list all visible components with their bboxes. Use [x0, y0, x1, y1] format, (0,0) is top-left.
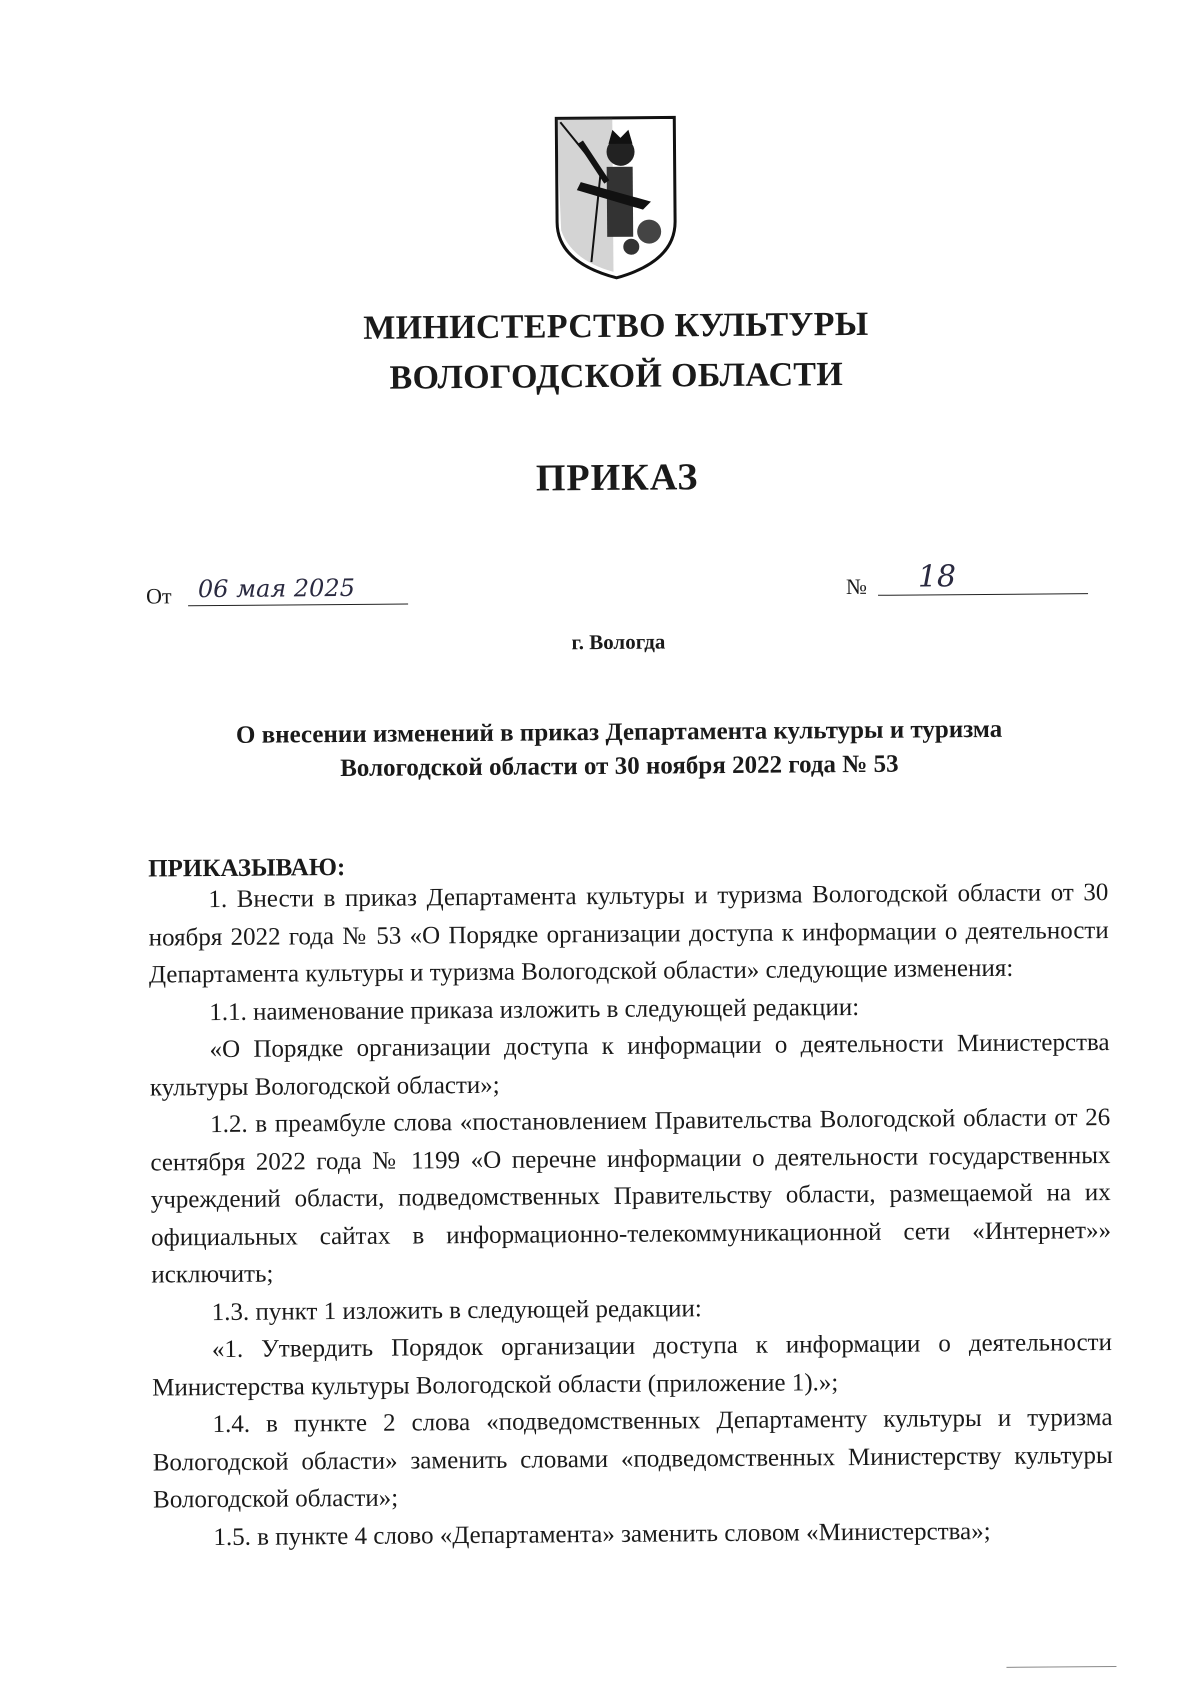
paragraph-1-3-text: «1. Утвердить Порядок организации доступа к информации о деятельности Министерства культуры Вологодской области (приложение 1).»; [152, 1328, 1113, 1402]
paragraph-1-3: 1.3. пункт 1 изложить в следующей редакции: [211, 1294, 702, 1326]
footer-rule [1006, 1666, 1116, 1668]
subject-line1: О внесении изменений в приказ Департамента культуры и туризма [235, 715, 1003, 749]
ministry-name-line1: МИНИСТЕРСТВО КУЛЬТУРЫ [363, 305, 869, 347]
document-body [148, 874, 1113, 1557]
ministry-name-line2: ВОЛОГОДСКОЙ ОБЛАСТИ [389, 356, 844, 397]
coat-of-arms-icon [550, 111, 681, 282]
decree-word: ПРИКАЗЫВАЮ: [148, 854, 346, 883]
number-value: 18 [878, 558, 1088, 596]
document-subject [169, 712, 1070, 787]
date-label: От [145, 583, 172, 609]
number-label: № [845, 573, 868, 600]
paragraph-1-1: 1.1. наименование приказа изложить в следующей редакции: [209, 993, 860, 1026]
paragraph-1-1-text: «О Порядке организации доступа к информации о деятельности Министерства культуры Вологодской области»; [149, 1029, 1110, 1102]
subject-line2: Вологодской области от 30 ноября 2022 года № 53 [340, 750, 899, 783]
document-type-title: ПРИКАЗ [535, 456, 699, 500]
date-value: 06 мая 2025 [188, 574, 408, 607]
city-name: г. Вологда [571, 629, 666, 655]
date-number-row [145, 559, 1106, 616]
ministry-name [296, 299, 937, 404]
paragraph-1-5: 1.5. в пункте 4 слово «Департамента» заменить словом «Министерства»; [213, 1517, 991, 1551]
paragraph-1-2: 1.2. в преамбуле слова «постановлением Правительства Вологодской области от 26 сентября 2022 года № 1199 «О перечне информации о деятельности государственных учреждений области, подведомственных Правительству области, размещаемой на их официальных сайтах в информационно-телекоммуникационной сети «Интернет»» исключить; [150, 1104, 1112, 1289]
paragraph-1-4: 1.4. в пункте 2 слова «подведомственных Департаменту культуры и туризма Вологодской области» заменить словами «подведомственных Министерству культуры Вологодской области»; [152, 1403, 1113, 1514]
paragraph-1: 1. Внести в приказ Департамента культуры и туризма Вологодской области от 30 ноября 2022 года № 53 «О Порядке организации доступа к информации о деятельности Департамента культуры и туризма Вологодской области» следующие изменения: [148, 879, 1109, 989]
